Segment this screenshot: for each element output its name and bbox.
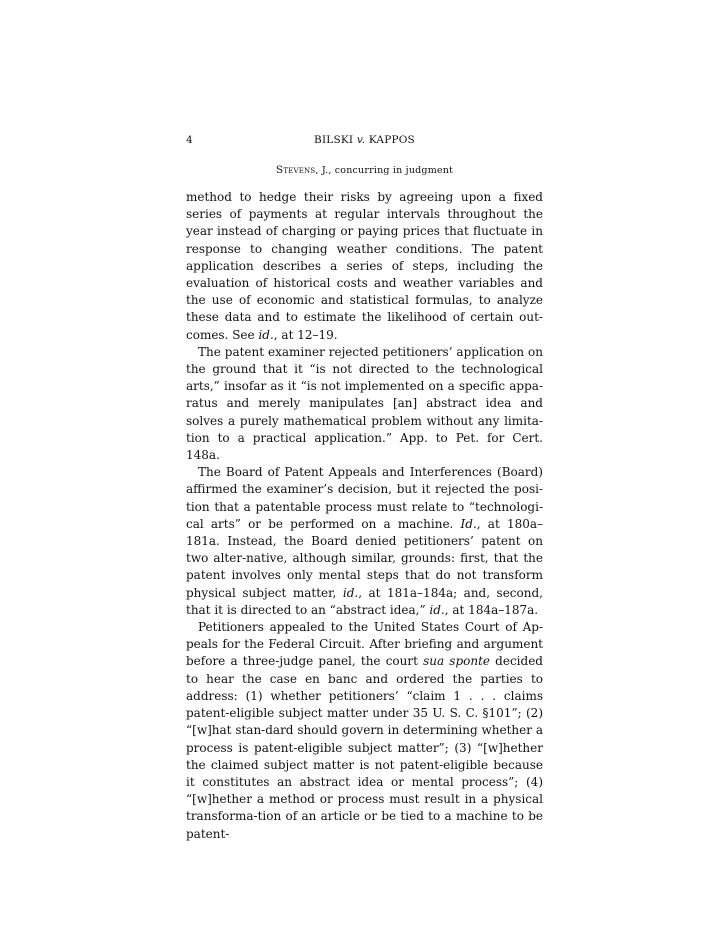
text-run: The Board of Patent Appeals and Interferences (Board) affirmed the examiner’s decision, but it rejected the posi-tion that a patentable process must relate to “technologi-cal arts” or be performed on a machine.	[186, 465, 543, 531]
opinion-subheading	[186, 164, 543, 176]
justice-name: Stevens	[275, 164, 316, 176]
text-run: , at 180a–181a. Instead, the Board denied petitioners’ patent on two alter-native, although similar, grounds: first, that the patent involves only mental steps that do not transform physical subject matter,	[186, 516, 544, 600]
case-party-left: BILSKI	[314, 134, 354, 146]
text-run: , at 184a–187a.	[444, 602, 539, 617]
body-paragraph	[186, 344, 543, 464]
running-header	[186, 134, 543, 152]
text-run: method to hedge their risks by agreeing upon a fixed series of payments at regular intervals throughout the year instead of charging or paying prices that fluctuate in response to changing weather conditions. The patent application describes a series of steps, including the evaluation of historical costs and weather variables and the use of economic and statistical formulas, to analyze these data and to estimate the likelihood of certain out-comes. See	[186, 190, 543, 342]
text-run: , at 12–19.	[273, 327, 338, 342]
body-paragraph	[186, 464, 543, 619]
opinion-body	[186, 189, 543, 843]
document-page	[186, 134, 543, 843]
italic-run: id.	[258, 327, 274, 342]
text-run: , at 181a–184a; and, second, that it is directed to an “abstract idea,”	[186, 585, 543, 617]
page-number: 4	[186, 134, 193, 146]
case-versus: v.	[356, 134, 366, 146]
opinion-type: , J., concurring in judgment	[315, 165, 454, 176]
italic-run: id.	[342, 585, 359, 600]
italic-run: sua sponte	[423, 654, 491, 669]
italic-run: Id.	[460, 516, 477, 531]
text-run: Petitioners appealed to the United States Court of Ap-peals for the Federal Circuit. After briefing and argument before a three-judge panel, the court	[186, 620, 543, 669]
body-paragraph	[186, 619, 543, 843]
italic-run: id.	[429, 602, 445, 617]
text-run: The patent examiner rejected petitioners’ application on the ground that it “is not directed to the technological arts,” insofar as it “is not implemented on a specific appa-ratus and merely manipulates [an] abstract idea and solves a purely mathematical problem without any limita-tion to a practical application.” App. to Pet. for Cert. 148a.	[186, 344, 543, 463]
body-paragraph	[186, 189, 543, 344]
case-party-right: KAPPOS	[368, 134, 415, 146]
text-run: decided to hear the case en banc and ordered the parties to address: (1) whether petitioners’ “claim 1 . . . claims patent-eligible subject matter under 35 U. S. C. §101”; (2) “[w]hat stan-dard should govern in determining whether a process is patent-eligible subject matter”; (3) “[w]hether the claimed subject matter is not patent-eligible because it constitutes an abstract idea or mental process”; (4) “[w]hether a method or process must result in a physical transforma-tion of an article or be tied to a machine to be patent-	[186, 654, 543, 841]
case-name	[186, 134, 543, 146]
